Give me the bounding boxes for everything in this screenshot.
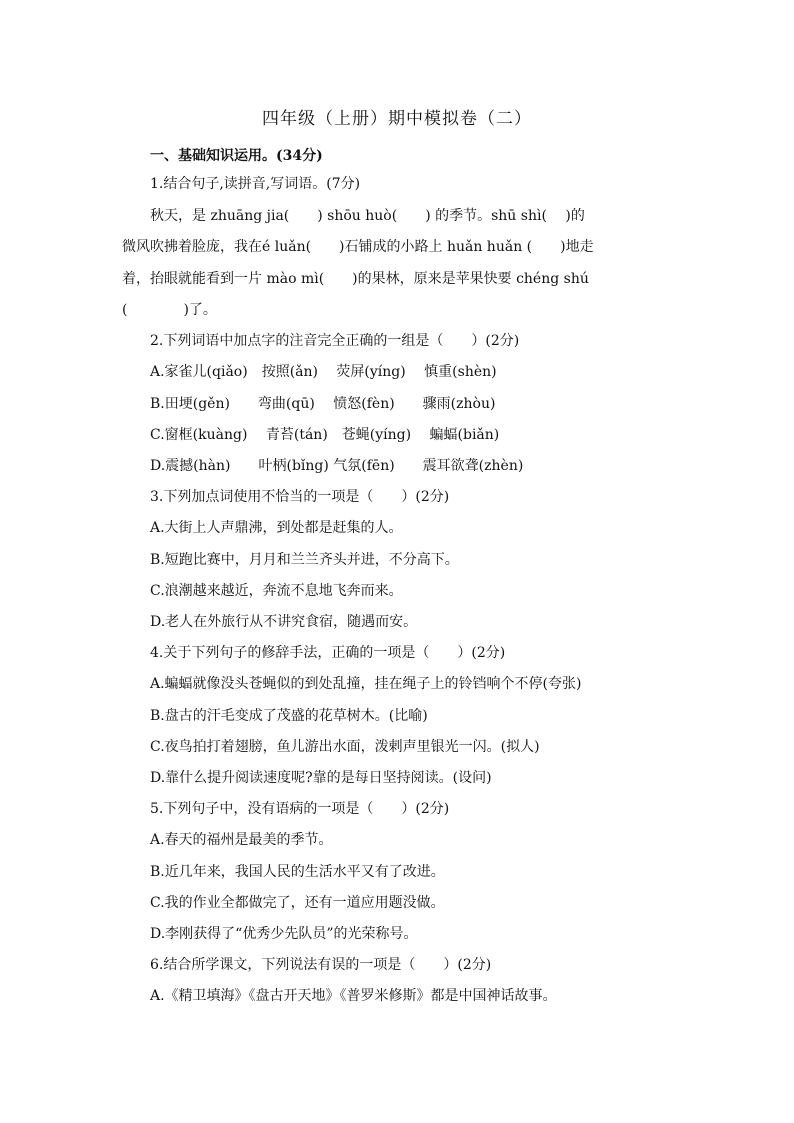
- question-1-passage-line-1: 秋天，是 zhuāng jia( ) shōu huò( ) 的季节。shū shì( )的: [150, 208, 585, 224]
- question-4-option-a: A.蝙蝠就像没头苍蝇似的到处乱撞，挂在绳子上的铃铛响个不停(夸张): [150, 676, 582, 692]
- question-4-option-d: D.靠什么提升阅读速度呢?靠的是每日坚持阅读。(设问): [150, 770, 492, 786]
- question-5-option-d: D.李刚获得了“优秀少先队员”的光荣称号。: [150, 926, 418, 942]
- question-3-option-a: A.大街上人声鼎沸，到处都是赶集的人。: [150, 520, 403, 536]
- question-3-stem: 3.下列加点词使用不恰当的一项是（ ）(2分): [150, 489, 450, 505]
- question-4-option-b: B.盘古的汗毛变成了茂盛的花草树木。(比喻): [150, 708, 428, 724]
- question-3-option-d: D.老人在外旅行从不讲究食宿，随遇而安。: [150, 614, 418, 630]
- page-title: 四年级（上册）期中模拟卷（二）: [262, 109, 532, 129]
- question-1-stem: 1.结合句子,读拼音,写词语。(7分): [150, 176, 361, 192]
- question-2-option-b: B.田埂(gěn) 弯曲(qū) 愤怒(fèn) 骤雨(zhòu): [150, 396, 496, 412]
- question-5-option-c: C.我的作业全都做完了，还有一道应用题没做。: [150, 895, 445, 911]
- question-1-passage-line-3: 着，抬眼就能看到一片 mào mì( )的果林，原来是苹果快要 chéng shú: [122, 271, 589, 287]
- question-2-option-d: D.震撼(hàn) 叶柄(bǐng) 气氛(fēn) 震耳欲聋(zhèn): [150, 458, 524, 474]
- question-2-stem: 2.下列词语中加点字的注音完全正确的一组是（ ）(2分): [150, 333, 520, 349]
- question-3-option-c: C.浪潮越来越近，奔流不息地飞奔而来。: [150, 583, 403, 599]
- question-6-stem: 6.结合所学课文，下列说法有误的一项是（ ）(2分): [150, 957, 492, 973]
- question-5-option-b: B.近几年来，我国人民的生活水平又有了改进。: [150, 864, 445, 880]
- question-3-option-b: B.短跑比赛中，月月和兰兰齐头并进，不分高下。: [150, 552, 459, 568]
- question-1-passage-line-2: 微风吹拂着脸庞，我在é luǎn( )石铺成的小路上 huǎn huǎn ( )地走: [122, 239, 594, 255]
- question-4-option-c: C.夜鸟拍打着翅膀，鱼儿游出水面，泼剌声里银光一闪。(拟人): [150, 739, 540, 755]
- question-2-option-c: C.窗框(kuàng) 青苔(tán) 苍蝇(yíng) 蝙蝠(biǎn): [150, 427, 500, 443]
- question-6-option-a: A.《精卫填海》《盘古开天地》《普罗米修斯》都是中国神话故事。: [150, 988, 557, 1004]
- question-5-stem: 5.下列句子中，没有语病的一项是（ ）(2分): [150, 801, 450, 817]
- question-5-option-a: A.春天的福州是最美的季节。: [150, 832, 333, 848]
- question-4-stem: 4.关于下列句子的修辞手法，正确的一项是（ ）(2分): [150, 645, 506, 661]
- section-heading: 一、基础知识运用。(34分): [150, 148, 323, 164]
- question-2-option-a: A.家雀儿(qiǎo) 按照(ǎn) 荧屏(yíng) 慎重(shèn): [150, 364, 497, 380]
- question-1-passage-line-4: ( )了。: [122, 302, 217, 318]
